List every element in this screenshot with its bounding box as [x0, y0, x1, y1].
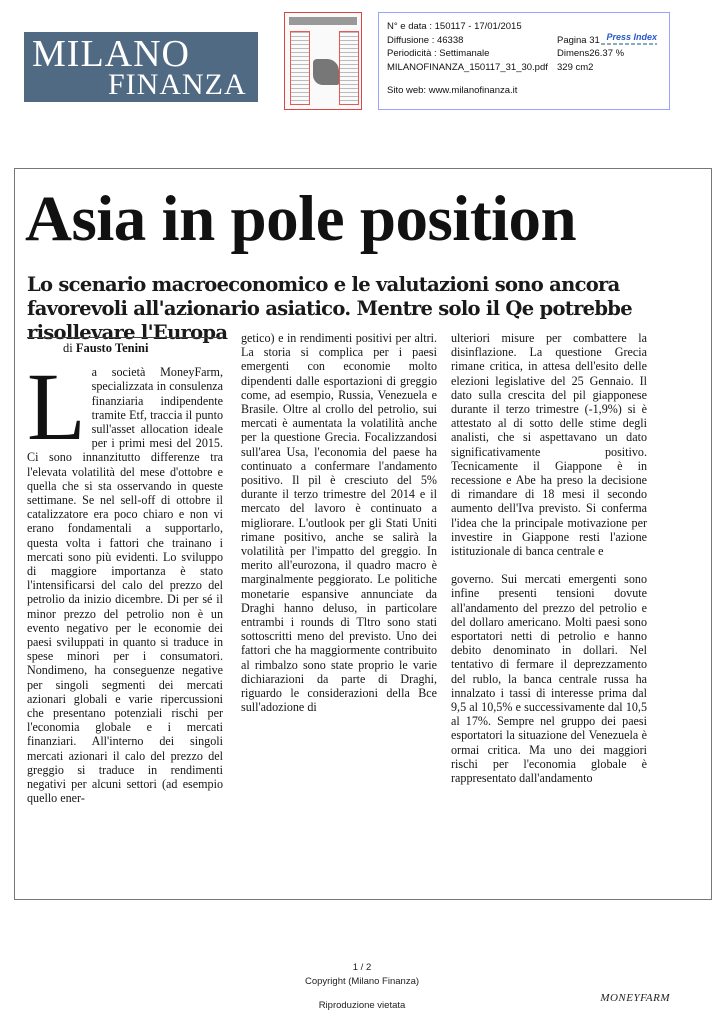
article-column-2 [241, 331, 437, 887]
byline-prefix: di [63, 341, 73, 355]
column-1-text: a società MoneyFarm, specializzata in consulenza finanziaria indipendente tramite Etf, traccia il punto sull'asset allocation ideale per i primi mesi del 2015. Ci sono innanzitutto differenze tra l'elevata volatilità del mese d'ottobre e quella che si sta osservando in queste settimane. Se nel sell-off di ottobre il catalizzatore era poco chiaro e non vi erano fondamentali a supportarlo, questa volta i fattori che trainano i mercati sono più evidenti. Lo sviluppo di maggiore importanza è stato l'intensificarsi del calo del prezzo del petrolio da inizio dicembre. Di per sé il minor prezzo del petrolio non è un evento negativo per le economie dei paesi sviluppati in quanto si traduce in spese minori per i consumatori. Nondimeno, ha conseguenze negative per singoli segmenti dei mercati azionari globali e varie ripercussioni che presentano potenziali rischi per l'economia globale e i mercati finanziari. All'interno dei singoli mercati azionari il calo del prezzo del greggio si traduce in rendimenti negativi per alcuni settori (ad esempio quello ener- [27, 365, 223, 806]
press-index-logo: Press Index [606, 32, 657, 42]
article-subhead: Lo scenario macroeconomico e le valutazioni sono ancora favorevoli all'azionario asiatico. Mentre solo il Qe potrebbe risollevare l'Europa [27, 273, 632, 344]
newspaper-logo [24, 32, 258, 102]
meta-file: MILANOFINANZA_150117_31_30.pdf [387, 61, 548, 73]
meta-periodicita: Periodicità : Settimanale [387, 48, 490, 59]
meta-dimens: Dimens26.37 % [557, 48, 625, 59]
meta-sito[interactable]: Sito web: www.milanofinanza.it [387, 85, 518, 96]
copyright-note: Copyright (Milano Finanza) [304, 976, 420, 987]
meta-row-4 [387, 61, 661, 75]
drop-cap: L [27, 353, 86, 461]
article-clipping [14, 168, 712, 900]
byline-author: Fausto Tenini [75, 341, 149, 355]
thumbnail-column-right [339, 31, 359, 105]
column-3-text-a: ulteriori misure per combattere la disinflazione. La questione Grecia rimane critica, in attesa dell'esito delle elezioni legislative del 25 Gennaio. Il dato sulla crescita del pil giapponese durante il terzo trimestre (-1,9%) si è attestato al di sotto delle stime degli analisti, che si aspettavano un dato significativamente positivo. Tecnicamente il Giappone è in recessione e Abe ha preso la decisione di rimandare di 18 mesi il secondo aumento dell'Iva previsto. Si conferma l'idea che la principale motivazione per investire in Giappone resti l'azione istituzionale di banca centrale e [451, 331, 647, 559]
meta-row-3 [387, 47, 661, 61]
meta-diffusione: Diffusione : 46338 [387, 34, 464, 46]
elephant-image-icon [313, 59, 339, 85]
page-thumbnail[interactable] [284, 12, 362, 110]
column-2-text: getico) e in rendimenti positivi per altri. La storia si complica per i paesi emergenti con economie molto dipendenti dalle esportazioni di greggio come, ad esempio, Russia, Venezuela e Brasile. Oltre al crollo del petrolio, sui mercati è aumentata la volatilità anche per la questione Grecia. Focalizzandosi sull'area Usa, l'economia del paese ha continuato a confermare l'andamento positivo. Il pil è cresciuto del 5% durante il terzo trimestre del 2014 e il mercato del lavoro è continuato a migliorare. L'outlook per gli Stati Uniti rimane positivo, anche se salirà la volatilità per l'impatto del greggio. In merito all'eurozona, il quadro macro è marginalmente peggiorato. Le politiche monetarie espansive annunciate da Draghi hanno deluso, in particolare entrambi i rounds di Tltro sono stati sottoscritti meno del previsto. Uno dei fattori che ha maggiormente contribuito al rimbalzo sono state proprio le varie dichiarazioni da parte di Draghi, riguardo le considerazioni della Bce sull'adozione di [241, 331, 437, 715]
thumbnail-column-left [290, 31, 310, 105]
thumbnail-title-bar [289, 17, 357, 25]
clipping-metadata-box [378, 12, 670, 110]
column-3-text-b: governo. Sui mercati emergenti sono infine presenti tensioni dovute all'andamento del prezzo del petrolio e del dollaro americano. Molti paesi sono esportatori netti di petrolio e hanno debito denominato in dollari. Nel tentativo di fermare il deprezzamento del rublo, la banca centrale russa ha innalzato i tassi di interesse prima dal 9,5 al 10,5% e successivamente dal 10,5 al 17%. Sempre nel gruppo dei paesi esportatori la situazione del Venezuela è ormai critica. Ma uno dei maggiori rischi per l'economia globale è rappresentato dall'andamento [451, 572, 647, 786]
client-brand-label: MONEYFARM [600, 992, 670, 1004]
reproduction-note: Riproduzione vietata [318, 1000, 406, 1011]
press-index-underline [601, 43, 657, 45]
article-column-1 [27, 337, 223, 893]
article-headline: Asia in pole position [25, 183, 577, 255]
meta-area: 329 cm2 [557, 61, 594, 73]
article-column-3 [451, 331, 647, 887]
page-number: 1 / 2 [352, 962, 372, 973]
logo-line-milano: MILANO [32, 33, 190, 75]
meta-pagina: Pagina 31 [557, 34, 600, 46]
meta-numero-data: N° e data : 150117 - 17/01/2015 [387, 21, 522, 32]
logo-line-finanza: FINANZA [108, 68, 247, 101]
